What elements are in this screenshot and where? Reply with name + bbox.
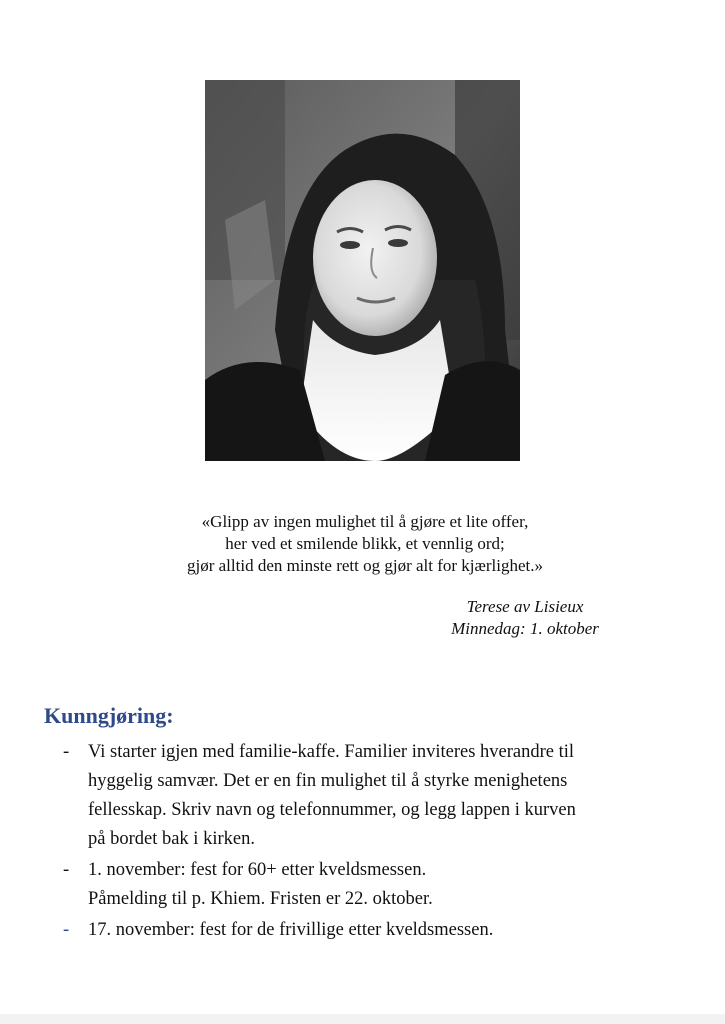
quote-block bbox=[100, 511, 630, 577]
portrait-illustration bbox=[205, 80, 520, 461]
quote-line: «Glipp av ingen mulighet til å gjøre et lite offer, bbox=[201, 512, 529, 531]
memorial-day: Minnedag: 1. oktober bbox=[451, 619, 599, 638]
page-bottom-edge bbox=[0, 1014, 725, 1024]
item-line: fellesskap. Skriv navn og telefonnummer, og legg lappen i kurven bbox=[88, 800, 576, 820]
quote-line: her ved et smilende blikk, et vennlig ord; bbox=[225, 534, 505, 553]
item-line: Vi starter igjen med familie-kaffe. Familier inviteres hverandre til bbox=[88, 742, 575, 762]
bullet-dash: - bbox=[63, 742, 70, 762]
quote-attribution bbox=[380, 596, 670, 640]
item-line: 17. november: fest for de frivillige etter kveldsmessen. bbox=[88, 920, 494, 940]
list-item bbox=[60, 856, 690, 914]
list-item bbox=[60, 738, 690, 854]
announcements-heading: Kunngjøring: bbox=[44, 703, 174, 728]
quote-author: Terese av Lisieux bbox=[466, 597, 584, 616]
quote-line: gjør alltid den minste rett og gjør alt for kjærlighet.» bbox=[187, 556, 543, 575]
item-line: 1. november: fest for 60+ etter kveldsmessen. bbox=[88, 860, 427, 880]
item-line: på bordet bak i kirken. bbox=[88, 829, 255, 849]
bullet-dash: - bbox=[63, 860, 70, 880]
announcements-list bbox=[60, 738, 690, 947]
list-item bbox=[60, 916, 690, 945]
item-line: Påmelding til p. Khiem. Fristen er 22. oktober. bbox=[88, 889, 433, 909]
bullet-dash: - bbox=[63, 920, 70, 940]
item-line: hyggelig samvær. Det er en fin mulighet til å styrke menighetens bbox=[88, 771, 568, 791]
portrait-photo bbox=[205, 80, 520, 461]
